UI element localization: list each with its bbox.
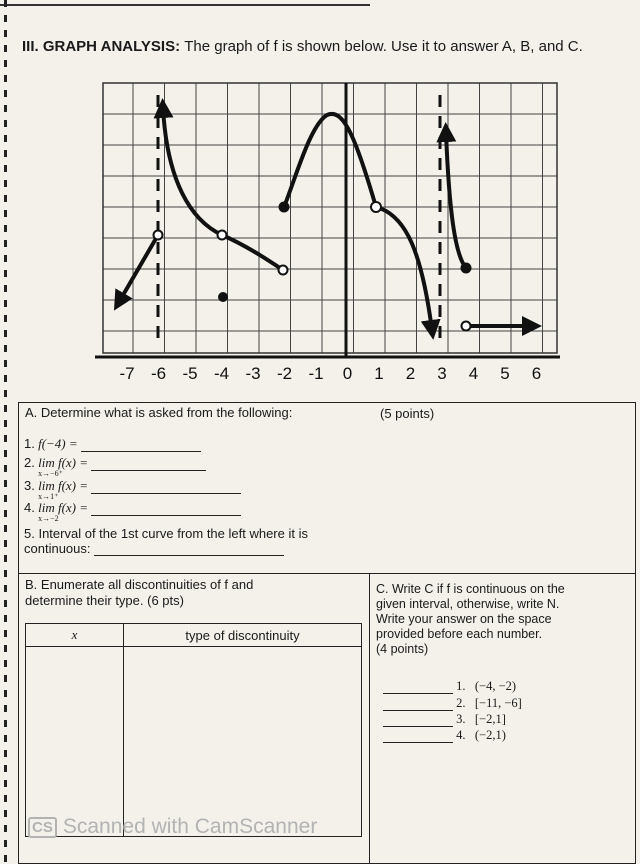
question-2	[24, 455, 206, 478]
x-tick-label: 3	[437, 364, 447, 383]
open-point	[279, 266, 288, 275]
q3-answer-blank[interactable]	[91, 493, 241, 494]
col-header-x: x	[26, 624, 124, 647]
col-header-type: type of discontinuity	[124, 624, 362, 647]
x-tick-label: -6	[150, 364, 167, 383]
c-item-interval: [−2,1]	[474, 712, 506, 726]
q5-answer-blank[interactable]	[94, 555, 284, 556]
discontinuity-table	[25, 623, 362, 837]
part-c-instructions	[376, 582, 565, 657]
closed-point	[461, 263, 472, 274]
part-c-line: provided before each number.	[376, 627, 543, 641]
x-tick-label: 4	[468, 364, 479, 383]
c-item-interval: [−11, −6]	[474, 696, 522, 710]
q4-expression: lim f(x) =	[38, 500, 89, 515]
c-item	[383, 712, 506, 727]
open-point	[218, 231, 227, 240]
camscanner-logo: CS	[28, 817, 57, 838]
part-c-line: Write your answer on the space	[376, 612, 552, 626]
open-point	[462, 322, 471, 331]
x-tick-label: -2	[276, 364, 293, 383]
section-heading	[22, 38, 583, 55]
q4-limit-sub: x→−2	[38, 514, 59, 523]
c-answer-blank[interactable]	[383, 726, 453, 727]
left-cut-line	[4, 0, 7, 864]
closed-point	[218, 292, 228, 302]
c-item-number: 2.	[456, 696, 466, 710]
x-tick-label: -1	[308, 364, 324, 383]
x-tick-label: 5	[500, 364, 510, 383]
q2-expression: lim f(x) =	[38, 455, 89, 470]
question-5-cont	[24, 541, 284, 556]
part-c-line: C. Write C if f is continuous on the	[376, 582, 565, 596]
x-tick-label: -4	[213, 364, 230, 383]
c-item-number: 3.	[456, 712, 466, 726]
curve-branch-right	[446, 132, 466, 268]
x-tick-label: -7	[119, 364, 135, 383]
open-point	[371, 202, 381, 212]
x-tick-label: -5	[182, 364, 198, 383]
c-answer-blank[interactable]	[383, 710, 453, 711]
c-answer-blank[interactable]	[383, 693, 453, 694]
c-item-interval: (−4, −2)	[474, 679, 517, 693]
camscanner-watermark	[28, 815, 317, 839]
c-item-number: 1.	[456, 679, 466, 693]
c-answer-blank[interactable]	[383, 742, 453, 743]
c-item-number: 4.	[456, 728, 466, 742]
top-rule	[0, 4, 370, 6]
x-tick-label: 2	[405, 364, 416, 383]
part-c-line: (4 points)	[376, 642, 429, 656]
x-tick-label: 6	[531, 364, 542, 383]
x-tick-label: 1	[374, 364, 384, 383]
c-item	[383, 696, 522, 711]
q3-number: 3.	[24, 478, 35, 493]
curve-branch-2	[163, 108, 283, 270]
q5-text: Interval of the 1st curve from the left where it is	[38, 526, 308, 541]
part-b-title-cont: determine their type. (6 pts)	[25, 593, 184, 608]
question-1	[24, 436, 201, 452]
x-cell[interactable]	[26, 647, 124, 837]
q1-expression: f(−4) =	[38, 436, 78, 451]
q3-expression: lim f(x) =	[38, 478, 89, 493]
q2-answer-blank[interactable]	[91, 470, 206, 471]
part-a-points: (5 points)	[380, 406, 435, 421]
question-3	[24, 478, 241, 501]
q1-number: 1.	[24, 436, 35, 451]
x-tick-label: 0	[342, 364, 353, 383]
q1-answer-blank[interactable]	[81, 451, 201, 452]
watermark-text: Scanned with CamScanner	[62, 815, 318, 838]
section-instruction: The graph of f is shown below. Use it to answer A, B, and C.	[184, 38, 583, 55]
part-b-title: B. Enumerate all discontinuities of f and	[25, 577, 254, 592]
grid	[103, 83, 557, 353]
x-tick-label: -3	[245, 364, 261, 383]
question-4	[24, 500, 241, 523]
section-label: III. GRAPH ANALYSIS:	[22, 38, 181, 55]
q3-limit-sub: x→1⁺	[38, 492, 59, 501]
part-a-title: A. Determine what is asked from the following:	[25, 405, 293, 420]
c-item	[383, 679, 516, 694]
q4-number: 4.	[24, 500, 35, 515]
q5-number: 5.	[24, 526, 35, 541]
q2-number: 2.	[24, 455, 35, 470]
c-item	[383, 728, 506, 743]
function-graph	[95, 80, 565, 385]
c-item-interval: (−2,1)	[474, 728, 506, 742]
part-c-line: given interval, otherwise, write N.	[376, 597, 560, 611]
curve-hump	[284, 114, 376, 207]
closed-point	[279, 202, 290, 213]
q2-limit-sub: x→−6⁺	[38, 469, 63, 478]
type-cell[interactable]	[124, 647, 362, 837]
open-point	[154, 231, 163, 240]
q5-text-cont: continuous:	[24, 541, 91, 556]
question-5	[24, 526, 308, 541]
q4-answer-blank[interactable]	[91, 515, 241, 516]
